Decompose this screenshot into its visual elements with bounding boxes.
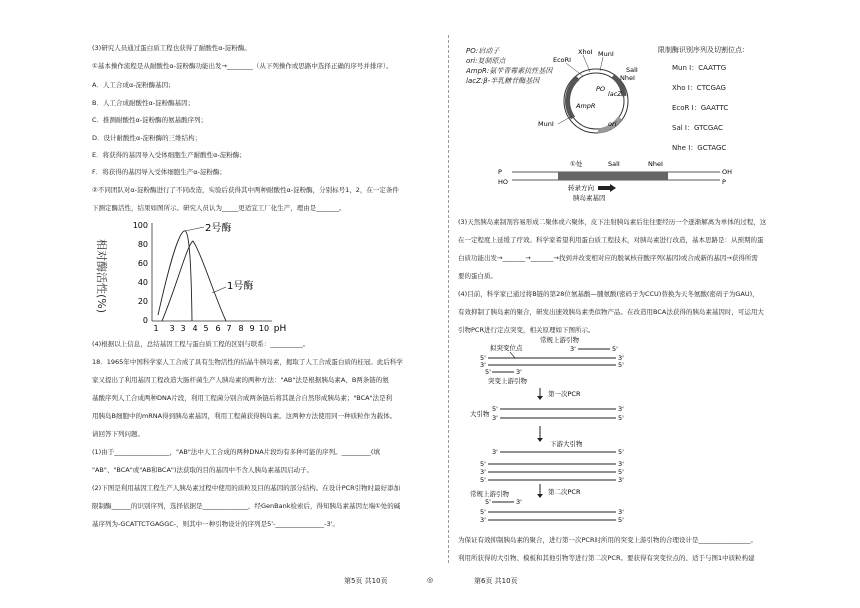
svg-text:3': 3' — [618, 476, 624, 484]
q18-1-line2: "AB"、"BCA"或"AB和BCA")法获取的目的基因中不含人胰岛素基因启动子。 — [92, 466, 313, 474]
svg-text:5': 5' — [612, 345, 618, 353]
pcr-normal-up2-label: 常规上游引物 — [470, 490, 509, 498]
site-muni-bottom: MunI — [538, 120, 554, 128]
label-amp: AmpR — [576, 102, 596, 110]
pcr-normal-up-label: 常规上游引物 — [540, 336, 579, 344]
legend-ori: ori:复制原点 — [466, 57, 506, 65]
xtick: 5 — [203, 324, 209, 333]
option-e: E．将获得的基因导入受体细胞生产耐酸性α-淀粉酶； — [92, 151, 246, 159]
site-xhoi: XhoI — [578, 48, 593, 56]
ytick: 0 — [142, 316, 148, 325]
gene-box — [558, 172, 668, 180]
xtick: 1 — [153, 324, 159, 333]
q3-r-line1: (3)天然胰岛素制剂容易形成二聚体或六聚体，皮下注射胰岛素后往往要经历一个逐渐解离为单体的过程，这 — [458, 218, 767, 226]
q4: (4)根据以上信息，总结基因工程与蛋白质工程的区别与联系：__________。 — [92, 340, 310, 348]
enzyme-activity-chart — [92, 215, 312, 335]
footer-mid: ◎ — [427, 576, 434, 584]
svg-text:3': 3' — [480, 468, 486, 476]
direction-arrow — [598, 184, 616, 192]
label-lacz: lacZ — [608, 90, 622, 98]
svg-text:5': 5' — [618, 414, 624, 422]
svg-text:3': 3' — [618, 405, 624, 413]
direction-label: 转录方向 — [568, 184, 594, 192]
label-po: PO — [596, 85, 606, 93]
enzyme-xhoI: Xho I：CTCGAG — [672, 84, 726, 92]
column-divider — [448, 35, 449, 563]
enzyme2-label: 2号酶 — [205, 223, 232, 234]
pcr-diagram — [470, 334, 650, 530]
svg-text:3': 3' — [570, 345, 576, 353]
enzyme2-curve — [158, 231, 192, 321]
bottom-line2: 利用所获得的大引物、模板和其他引物等进行第二次PCR。要获得有突变位点的、适于与图1中质粒构建 — [458, 554, 755, 562]
enzyme-table — [658, 46, 749, 153]
svg-text:5': 5' — [480, 508, 486, 516]
q18-line1: 18．1965年中国科学家人工合成了具有生物活性的结晶牛胰岛素，揭取了人工合成蛋白质的桂冠。此后科学 — [92, 358, 403, 366]
svg-text:3': 3' — [492, 448, 498, 456]
ytick: 100 — [132, 221, 148, 230]
enzyme1-label: 1号酶 — [227, 281, 254, 292]
chart-ylabel: 相对酶活性(%) — [95, 239, 108, 314]
footer-left: 第5页 共10页 — [344, 577, 388, 585]
svg-text:5': 5' — [618, 361, 624, 369]
xtick: 9 — [249, 324, 255, 333]
enzyme-table-title: 限制酶识别序列及切割位点： — [658, 46, 749, 54]
ytick: 60 — [137, 259, 148, 268]
gene-p2-label: P — [722, 178, 726, 186]
svg-text:5': 5' — [618, 448, 624, 456]
ytick: 20 — [137, 297, 148, 306]
legend-amp: AmpR:氨苄青霉素抗性基因 — [466, 67, 553, 75]
q3-sub1: ①基本操作流程是从耐酸性α-淀粉酶功能出发→________（从下列操作或思路中选择正确的序号并排序）。 — [92, 62, 393, 70]
pcr-big-label: 大引物 — [470, 410, 490, 418]
q3-r-line4: 要的蛋白质。 — [458, 272, 497, 280]
gene-oh-label: OH — [722, 168, 733, 176]
svg-text:5': 5' — [485, 368, 491, 376]
q18-2-line2: 限制酶______的识别序列，选择依据是______________，经GenBank检索后，得知胰岛素基因左端①处的碱 — [92, 502, 401, 510]
site-ecori: EcoRI — [553, 56, 572, 64]
q18-2-line1: (2)下图是利用基因工程生产人胰岛素过程中使用的质粒及目的基因的部分结构。在设计PCR引物时最好添加 — [92, 484, 401, 492]
q4-r-line1: (4)目前，科学家已通过将B链的第28位氨基酸—脯氨酸(密码子为CCU)替换为天冬氨酸(密码子为GAU)， — [458, 290, 759, 298]
q4-r-line3: 引物PCR进行定点突变，相关原理如下图所示。 — [458, 326, 595, 334]
plasmid-diagram — [538, 46, 648, 146]
y-ticks — [133, 221, 148, 325]
svg-text:3': 3' — [618, 508, 624, 516]
q3-r-line3: 白质功能出发→_______→_______→找到并改变相对应的脱氧核苷酸序列(基因)或合成新的基因→获得所需 — [458, 254, 758, 262]
svg-text:5': 5' — [485, 498, 491, 506]
q3-title: (3)研究人员通过蛋白质工程也获得了耐酸性α-淀粉酶。 — [92, 44, 251, 52]
svg-text:3': 3' — [480, 516, 486, 524]
q18-line3: 基酸序列人工合成两种DNA片段，利用工程菌分别合成两条链后将其混合自然形成胰岛素；"BCA"法是利 — [92, 394, 393, 402]
option-c: C．推测耐酸性α-淀粉酶的氨基酸序列； — [92, 116, 208, 124]
xtick: 7 — [226, 324, 232, 333]
enzyme-nheI: Nhe I：GCTAGC — [672, 144, 727, 152]
svg-text:3': 3' — [618, 460, 624, 468]
gene-ho-label: HO — [498, 178, 509, 186]
svg-text:3': 3' — [492, 414, 498, 422]
site-muni-top: MunI — [598, 50, 614, 58]
svg-text:3': 3' — [516, 498, 522, 506]
enzyme-salI: Sal I：GTCGAC — [672, 124, 723, 132]
xtick: 6 — [215, 324, 221, 333]
x-ticks — [153, 324, 286, 334]
xtick: 10 — [258, 324, 270, 333]
pcr-down-label: 下游大引物 — [550, 440, 583, 448]
pcr-mut-up-label: 突变上游引物 — [488, 377, 527, 385]
q18-line5: 请回答下列问题。 — [92, 430, 144, 438]
enzyme1-curve — [162, 241, 226, 321]
q18-1-line1: (1)由于_________________，"AB"法中人工合成的两种DNA片段均有多种可能的序列。_________(填 — [92, 448, 380, 456]
xtick: 8 — [238, 324, 244, 333]
svg-text:5': 5' — [618, 468, 624, 476]
enzyme-ecoRI: EcoR I：GAATTC — [672, 104, 729, 112]
svg-text:3': 3' — [480, 361, 486, 369]
site-sali: SalI — [626, 66, 638, 74]
enzyme-munI: Mun I：CAATTG — [672, 64, 727, 72]
svg-text:5': 5' — [618, 516, 624, 524]
q18-line2: 家又提出了利用基因工程改造大肠杆菌生产人胰岛素的两种方法："AB"法是根据胰岛素A、B两条链的氨 — [92, 376, 389, 384]
svg-text:5': 5' — [480, 476, 486, 484]
gene-name: 胰岛素基因 — [573, 194, 606, 202]
ytick: 40 — [137, 278, 148, 287]
legend-lacz: lacZ:β-半乳糖苷酶基因 — [466, 77, 540, 85]
pcr-mut-site-label: 拟突变位点 — [490, 344, 523, 352]
xtick: 3 — [169, 324, 175, 333]
q3-sub2-line1: ②不同团队对α-淀粉酶进行了不同改造，实验后获得其中两种耐酸性α-淀粉酶，分别标号1、2，在一定条件 — [92, 186, 399, 194]
q3-sub2-line2: 下测定酶活性，结果如图所示。研究人员认为_____更适宜工厂化生产，理由是_______。 — [92, 204, 346, 212]
footer-right: 第6页 共10页 — [474, 577, 518, 585]
site1-label: ①处 — [570, 160, 583, 168]
legend-po: PO:启动子 — [466, 47, 500, 55]
insulin-gene-diagram — [498, 158, 738, 204]
svg-text:3': 3' — [618, 354, 624, 362]
pcr-round2-label: 第二次PCR — [548, 488, 581, 496]
label-ori: ori — [608, 120, 617, 128]
gene-sal-label: SalI — [608, 160, 620, 168]
site-nhei: NheI — [620, 74, 635, 82]
gene-nhe-label: NheI — [648, 160, 663, 168]
svg-text:5': 5' — [492, 405, 498, 413]
option-d: D．设计耐酸性α-淀粉酶的三维结构； — [92, 134, 202, 142]
pcr-round1-label: 第一次PCR — [548, 390, 581, 398]
bottom-line1: 为保证有效抑制胰岛素的聚合，进行第一次PCR时所用的突变上游引物的合理设计是________________。 — [458, 536, 757, 544]
q4-r-line2: 有效抑制了胰岛素的聚合，研发出速效胰岛素类似物产品。在改造用BCA法获得的胰岛素基因时，可运用大 — [458, 308, 764, 316]
svg-text:3': 3' — [516, 368, 522, 376]
option-f: F．将获得的基因导入受体细胞生产α-淀粉酶； — [92, 168, 226, 176]
q18-line4: 用胰岛B细胞中的mRNA得到胰岛素基因，利用工程菌获得胰岛素。这两种方法使用同一种质粒作为载体。 — [92, 412, 397, 420]
xtick: 3 — [180, 324, 186, 333]
q3-r-line2: 在一定程度上延缓了疗效。科学家希望利用蛋白质工程技术，对胰岛素进行改造，基本思路是：从预期的蛋 — [458, 236, 764, 244]
ytick: 80 — [137, 240, 148, 249]
x-unit: pH — [273, 324, 287, 334]
xtick: 4 — [192, 324, 198, 333]
svg-text:5': 5' — [480, 354, 486, 362]
gene-p-label: P — [498, 168, 502, 176]
option-b: B．人工合成耐酸性α-淀粉酶基因； — [92, 99, 195, 107]
option-a: A．人工合成α-淀粉酶基因； — [92, 81, 175, 89]
svg-text:5': 5' — [480, 460, 486, 468]
q18-2-line3: 基序列为-GCATTCTGAGGC-，则其中一种引物设计的序列是5'-_______________-3'。 — [92, 520, 339, 528]
